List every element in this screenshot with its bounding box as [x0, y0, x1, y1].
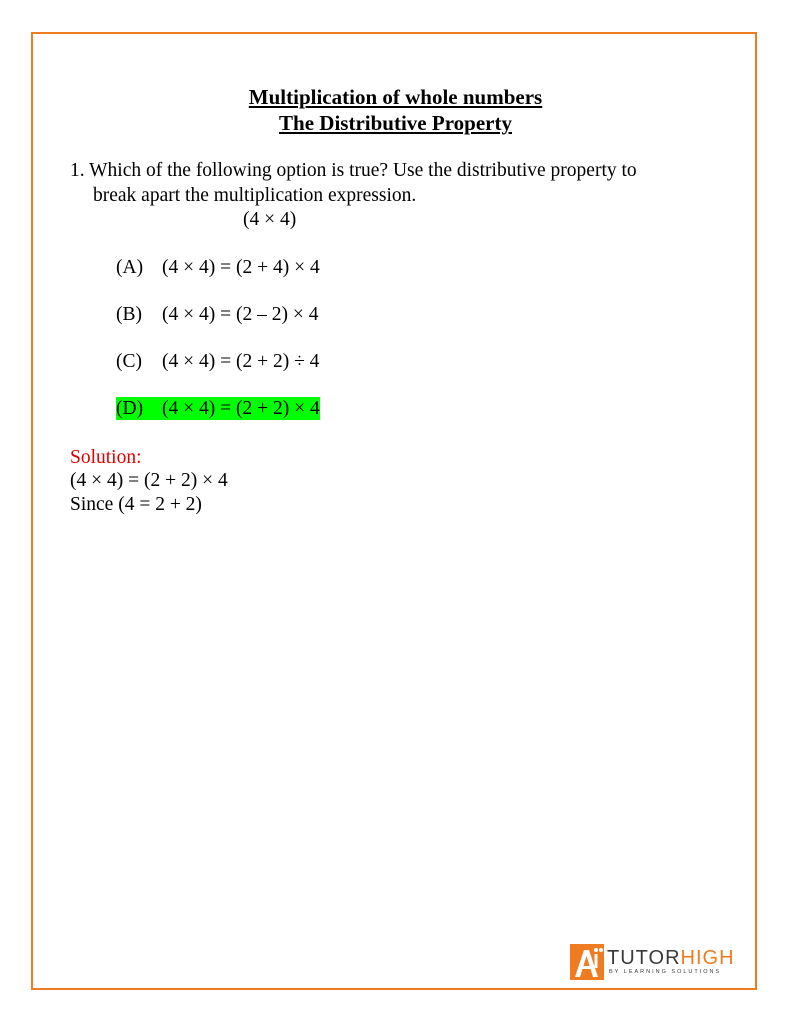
solution-label: Solution: [70, 447, 142, 468]
solution-line-1: (4 × 4) = (2 + 2) × 4 [70, 470, 228, 491]
option-b [116, 303, 318, 326]
question-line-1: 1. Which of the following option is true? Use the distributive property to [70, 160, 637, 181]
question-text [70, 158, 710, 208]
question-expression: (4 × 4) [243, 209, 297, 230]
option-letter: (D) [116, 398, 144, 419]
option-text: (4 × 4) = (2 + 2) × 4 [162, 398, 320, 419]
tutorhigh-logo-icon [570, 944, 604, 980]
option-text: (4 × 4) = (2 + 2) ÷ 4 [162, 351, 320, 372]
logo-tagline: BY LEARNING SOLUTIONS [609, 969, 722, 975]
question-line-2: break apart the multiplication expression. [93, 185, 417, 206]
option-letter: (B) [116, 304, 142, 325]
tutorhigh-logo [570, 944, 735, 980]
option-text: (4 × 4) = (2 – 2) × 4 [162, 304, 319, 325]
logo-brand-high: HIGH [680, 947, 735, 969]
option-text: (4 × 4) = (2 + 4) × 4 [162, 257, 320, 278]
worksheet-title: Multiplication of whole numbers [248, 85, 543, 109]
option-letter: (C) [116, 351, 142, 372]
option-d-correct [116, 397, 320, 420]
option-c [116, 350, 319, 373]
logo-wordmark [607, 947, 735, 969]
option-letter: (A) [116, 257, 144, 278]
solution-line-2: Since (4 = 2 + 2) [70, 494, 202, 515]
worksheet-subtitle: The Distributive Property [279, 111, 512, 135]
logo-brand-tutor: TUTOR [607, 947, 681, 969]
option-a [116, 256, 320, 279]
